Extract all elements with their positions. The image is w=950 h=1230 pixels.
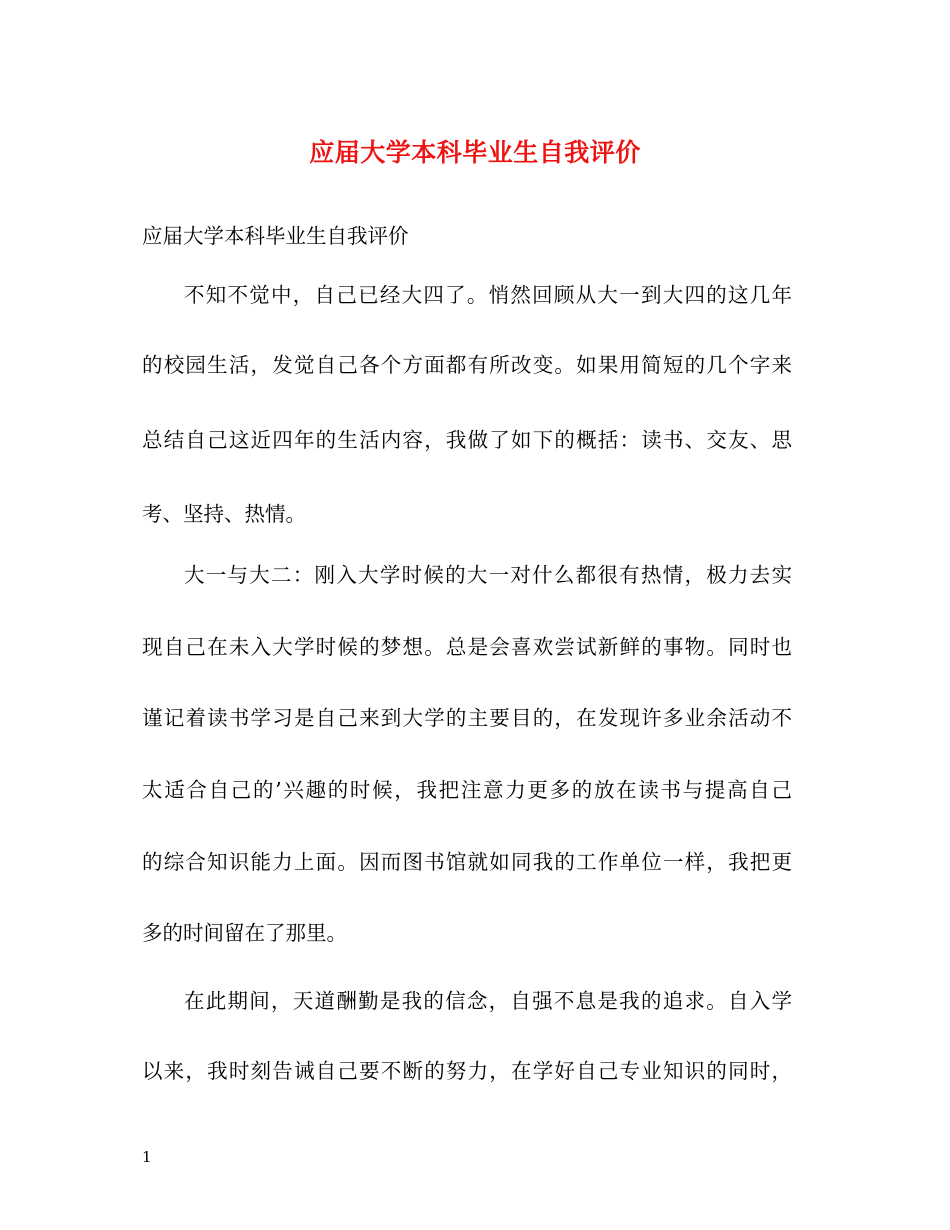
paragraph-3-line-2: 以来，我时刻告诫自己要不断的努力，在学好自己专业知识的同时，	[142, 1059, 792, 1083]
paragraph-2-line-1: 大一与大二：刚入大学时候的大一对什么都很有热情，极力去实	[184, 563, 792, 587]
paragraph-1-line-1: 不知不觉中，自己已经大四了。悄然回顾从大一到大四的这几年	[184, 283, 792, 307]
paragraph-2-line-3: 谨记着读书学习是自己来到大学的主要目的，在发现许多业余活动不	[142, 706, 792, 730]
paragraph-2-line-5: 的综合知识能力上面。因而图书馆就如同我的工作单位一样，我把更	[142, 850, 792, 874]
paragraph-2-line-2: 现自己在未入大学时候的梦想。总是会喜欢尝试新鲜的事物。同时也	[142, 635, 792, 659]
paragraph-2-line-4: 太适合自己的’兴趣的时候，我把注意力更多的放在读书与提高自己	[142, 778, 792, 802]
paragraph-1-line-4: 考、坚持、热情。	[142, 502, 306, 526]
paragraph-3-line-1: 在此期间，天道酬勤是我的信念，自强不息是我的追求。自入学	[184, 989, 792, 1013]
document-subtitle: 应届大学本科毕业生自我评价	[142, 224, 409, 248]
paragraph-1-line-2: 的校园生活，发觉自己各个方面都有所改变。如果用简短的几个字来	[142, 353, 792, 377]
paragraph-2-line-6: 多的时间留在了那里。	[142, 921, 347, 945]
document-title: 应届大学本科毕业生自我评价	[309, 138, 641, 167]
paragraph-1-line-3: 总结自己这近四年的生活内容，我做了如下的概括：读书、交友、思	[142, 428, 792, 452]
page-number: 1	[142, 1148, 152, 1166]
